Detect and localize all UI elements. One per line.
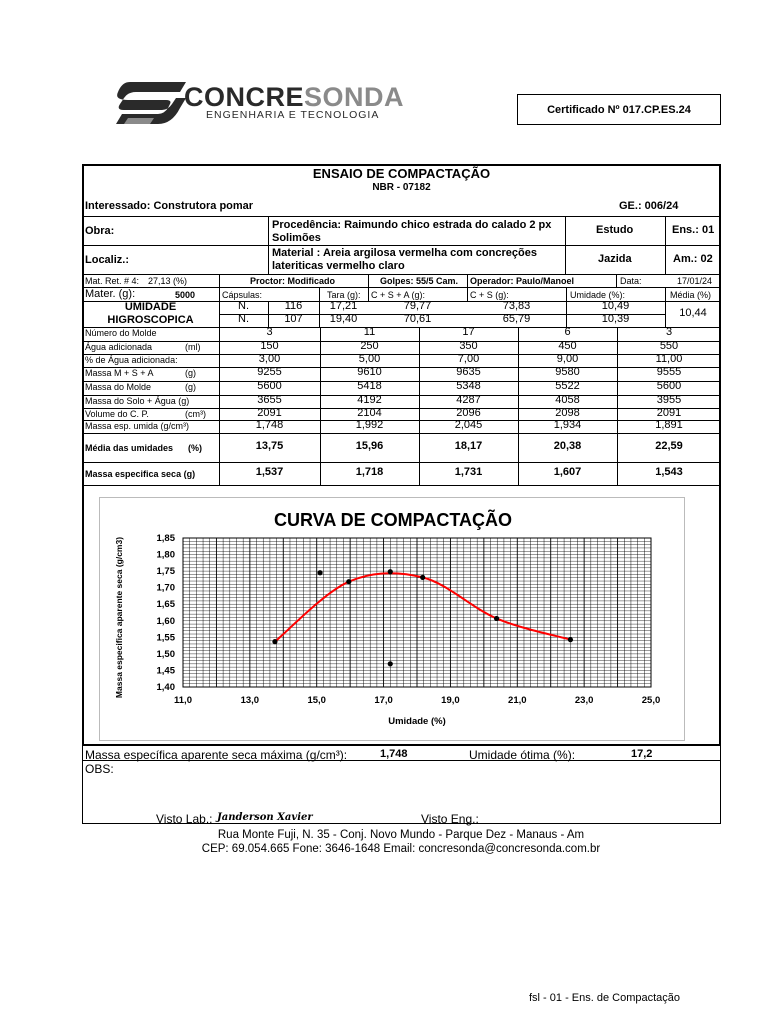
- table-cell: 1,934: [553, 419, 582, 431]
- chart-title: CURVA DE COMPACTAÇÃO: [274, 510, 512, 530]
- table-row-unit: (cm³): [185, 409, 206, 419]
- lab-visa-label: Visto Lab.:: [156, 812, 213, 826]
- y-tick-label: 1,40: [156, 682, 175, 693]
- y-tick-label: 1,85: [156, 533, 175, 544]
- media-header: Média (%): [670, 290, 712, 300]
- marker-point: [388, 661, 393, 666]
- table-cell: 3955: [656, 394, 682, 406]
- table-cell: 1,992: [355, 419, 384, 431]
- proctor-label: Proctor: Modificado: [250, 276, 335, 286]
- table-row-unit: (g): [185, 382, 196, 392]
- table-cell: 9580: [555, 366, 580, 378]
- mater-value: 5000: [175, 290, 196, 300]
- data-point: [568, 637, 573, 642]
- sheet-title: ENSAIO DE COMPACTAÇÃO: [312, 166, 491, 181]
- table-rule: [82, 485, 721, 486]
- moisture-cell-cap: 107: [284, 313, 303, 325]
- table-cell: 2098: [555, 407, 580, 419]
- table-cell: 1,748: [255, 419, 284, 431]
- y-tick-label: 1,80: [156, 549, 175, 561]
- table-rule: [82, 433, 721, 434]
- table-cell: 2091: [656, 407, 682, 419]
- table-row-unit: (ml): [185, 342, 201, 352]
- table-cell: 450: [558, 340, 577, 352]
- table-cell: 3: [266, 326, 273, 338]
- table-row-label: Massa M + S + A: [85, 368, 154, 378]
- table-cell: 5600: [656, 380, 682, 392]
- table-cell: 9255: [257, 366, 282, 378]
- table-cell: 4287: [456, 394, 481, 406]
- x-axis-label: Umidade (%): [388, 716, 446, 727]
- table-cell: 11,00: [655, 353, 683, 365]
- moisture-cell-csa: 70,61: [403, 313, 432, 325]
- tara-header: Tara (g):: [327, 290, 361, 300]
- moisture-cell-csa: 79,77: [403, 300, 432, 312]
- moisture-cell-um: 10,39: [601, 313, 630, 325]
- y-tick-label: 1,45: [156, 665, 175, 677]
- ens-label: Ens.: 01: [672, 224, 715, 236]
- average-moisture-cell: 20,38: [553, 440, 582, 452]
- average-moisture-cell: 13,75: [255, 440, 284, 452]
- x-tick-label: 15,0: [307, 695, 326, 706]
- dry-density-cell: 1,543: [655, 466, 683, 478]
- table-cell: 6: [564, 326, 571, 338]
- y-axis-label: Massa especifica aparente seca (g/cm3): [114, 536, 124, 699]
- capsulas-header: Cápsulas:: [222, 290, 263, 300]
- jazida-label: Jazida: [598, 253, 632, 265]
- operador-label: Operador: Paulo/Manoel: [470, 276, 575, 286]
- obs-label: OBS:: [85, 762, 114, 776]
- dry-density-cell: 1,731: [454, 466, 483, 478]
- chart-plot: [100, 498, 686, 742]
- moisture-cell-tara: 19,40: [329, 313, 358, 325]
- average-moisture-label: Média das umidades: [85, 443, 174, 453]
- y-tick-label: 1,65: [156, 599, 175, 611]
- table-cell: 9,00: [556, 353, 579, 365]
- moisture-cell-n: N.: [238, 313, 249, 325]
- table-row-label: Massa do Solo + Água (g): [85, 396, 190, 406]
- moisture-cell-cs: 73,83: [502, 300, 531, 312]
- table-cell: 150: [260, 340, 279, 352]
- umidade-header: Umidade (%):: [570, 290, 626, 300]
- table-cell: 3,00: [258, 353, 281, 365]
- average-moisture-cell: 15,96: [355, 440, 384, 452]
- table-cell: 2096: [456, 407, 481, 419]
- table-cell: 11: [363, 326, 376, 338]
- data-point: [420, 575, 425, 580]
- logo-subtitle: ENGENHARIA E TECNOLOGIA: [206, 109, 380, 121]
- data-point: [272, 639, 277, 644]
- average-moisture-cell: 22,59: [655, 440, 683, 452]
- moisture-cell-um: 10,49: [601, 300, 630, 312]
- table-row-label: % de Água adicionada:: [85, 355, 178, 365]
- logo-name-part2: SONDA: [304, 82, 405, 112]
- moisture-cell-n: N.: [238, 300, 249, 312]
- x-tick-label: 11,0: [174, 695, 192, 706]
- localiz-label: Localiz.:: [85, 254, 130, 266]
- table-cell: 9635: [456, 366, 481, 378]
- table-cell: 17: [462, 326, 475, 338]
- golpes-label: Golpes: 55/5 Cam.: [380, 276, 459, 286]
- hygro-title-1: UMIDADE: [124, 301, 177, 313]
- table-cell: 3: [665, 326, 673, 338]
- average-moisture-unit: (%): [188, 443, 202, 453]
- table-cell: 5418: [357, 380, 382, 392]
- table-cell: 7,00: [457, 353, 480, 365]
- dry-density-cell: 1,607: [553, 466, 582, 478]
- table-cell: 2,045: [454, 419, 483, 431]
- table-cell: 1,891: [655, 419, 683, 431]
- mater-label: Mater. (g):: [85, 288, 136, 300]
- y-tick-label: 1,70: [156, 582, 175, 594]
- footer-address: Rua Monte Fuji, N. 35 - Conj. Novo Mundo - Parque Dez - Manaus - Am: [217, 829, 585, 841]
- table-row-label: Massa do Molde: [85, 382, 152, 392]
- table-cell: 5348: [456, 380, 481, 392]
- max-dry-density-value: 1,748: [380, 748, 408, 760]
- table-cell: 5,00: [358, 353, 381, 365]
- table-row-label: Número do Molde: [85, 328, 157, 338]
- norm-label: NBR - 07182: [372, 182, 431, 193]
- data-point: [494, 616, 499, 621]
- dry-density-cell: 1,537: [255, 466, 284, 478]
- moisture-cell-cap: 116: [284, 300, 303, 312]
- procedencia-text: Procedência: Raimundo chico estrada do calado 2 px Solimões: [272, 219, 552, 244]
- table-cell: 350: [459, 340, 478, 352]
- optimum-moisture-label: Umidade ótima (%):: [469, 748, 576, 762]
- dry-density-cell: 1,718: [355, 466, 384, 478]
- obra-label: Obra:: [85, 225, 115, 237]
- compaction-chart: [99, 497, 685, 741]
- date-value: 17/01/24: [677, 276, 713, 286]
- lab-signature: Janderson Xavier: [217, 812, 313, 823]
- moisture-cell-tara: 17,21: [329, 300, 358, 312]
- y-tick-label: 1,60: [156, 615, 175, 627]
- y-tick-label: 1,50: [156, 648, 175, 660]
- table-cell: 9555: [656, 366, 682, 378]
- logo-name-part1: CONCRE: [184, 82, 305, 112]
- date-label: Data:: [620, 276, 642, 286]
- x-tick-label: 23,0: [574, 695, 594, 706]
- table-cell: 250: [360, 340, 379, 352]
- mat-ret-label: Mat. Ret. # 4:: [85, 276, 140, 286]
- estudo-label: Estudo: [596, 224, 634, 236]
- material-text: Material : Areia argilosa vermelha com concreções lateriticas vermelho claro: [272, 247, 537, 272]
- logo-s-icon: [110, 78, 190, 128]
- company-logo: [110, 78, 410, 130]
- ge-label: GE.: 006/24: [619, 200, 679, 212]
- mat-ret-value: 27,13 (%): [148, 276, 188, 286]
- moisture-average-value: 10,44: [679, 307, 707, 319]
- x-tick-label: 17,0: [374, 695, 393, 706]
- x-tick-label: 21,0: [508, 695, 527, 706]
- table-row-unit: (g): [185, 368, 196, 378]
- eng-visa-label: Visto Eng.:: [421, 812, 479, 826]
- table-cell: 5600: [257, 380, 282, 392]
- table-row-label: Volume do C. P.: [85, 409, 149, 419]
- y-tick-label: 1,55: [156, 632, 175, 644]
- table-cell: 4192: [357, 394, 382, 406]
- table-cell: 4058: [555, 394, 580, 406]
- cs-header: C + S (g):: [470, 290, 509, 300]
- table-cell: 2091: [257, 407, 282, 419]
- table-row-label: Água adicionada: [85, 342, 153, 352]
- footer-contact: CEP: 69.054.665 Fone: 3646-1648 Email: concresonda@concresonda.com.br: [201, 843, 601, 855]
- moisture-cell-cs: 65,79: [502, 313, 531, 325]
- hygro-title-2: HIGROSCOPICA: [107, 314, 194, 326]
- table-rule: [82, 462, 721, 463]
- marker-point: [388, 569, 393, 574]
- data-point: [346, 579, 351, 584]
- dry-density-label: Massa especifica seca (g): [85, 469, 196, 479]
- table-row-label: Massa esp. umida (g/cm³): [85, 421, 190, 431]
- y-tick-label: 1,75: [156, 566, 175, 578]
- table-cell: 9610: [357, 366, 382, 378]
- marker-point: [317, 570, 322, 575]
- table-cell: 3655: [257, 394, 282, 406]
- average-moisture-cell: 18,17: [454, 440, 483, 452]
- client-label: Interessado: Construtora pomar: [85, 200, 254, 212]
- optimum-moisture-value: 17,2: [631, 748, 653, 760]
- table-cell: 5522: [555, 380, 580, 392]
- table-cell: 2104: [357, 407, 382, 419]
- x-tick-label: 13,0: [240, 695, 260, 706]
- x-tick-label: 19,0: [441, 695, 460, 706]
- csa-header: C + S + A (g):: [371, 290, 426, 300]
- am-label: Am.: 02: [673, 253, 713, 265]
- page-footer: fsl - 01 - Ens. de Compactação: [529, 992, 681, 1004]
- max-dry-density-label: Massa específica aparente seca máxima (g/cm³):: [85, 748, 348, 762]
- table-cell: 550: [659, 340, 679, 352]
- certificate-number: Certificado Nº 017.CP.ES.24: [517, 94, 721, 125]
- x-tick-label: 25,0: [641, 695, 661, 706]
